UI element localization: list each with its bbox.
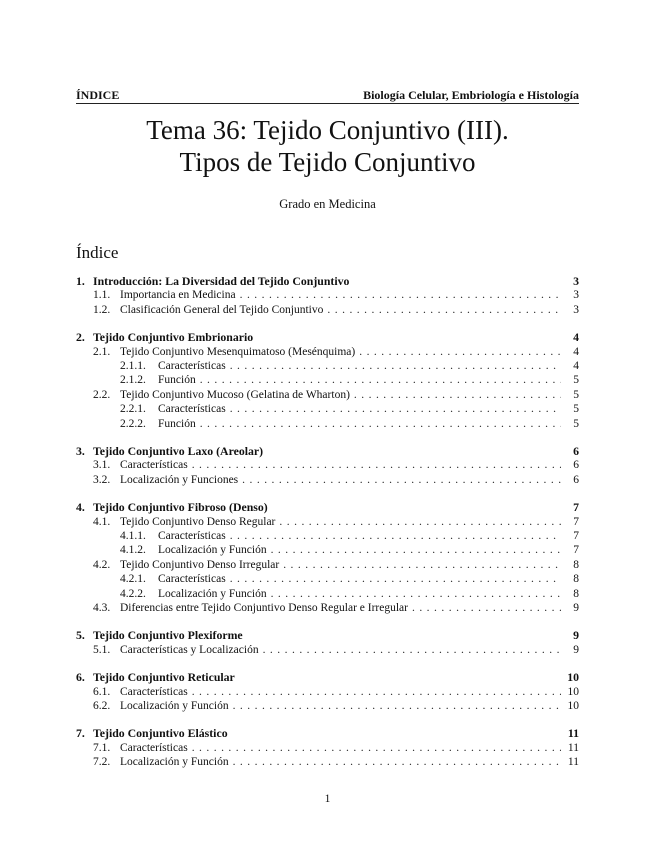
toc-entry-number: 4.1.2. xyxy=(120,544,146,557)
toc-entry-number: 2.2.1. xyxy=(120,403,146,416)
toc-entry-page: 3 xyxy=(573,303,579,316)
toc-entry-number: 6. xyxy=(76,670,85,685)
toc-entry-label: Introducción: La Diversidad del Tejido Conjuntivo xyxy=(93,274,350,288)
toc-entry-page: 10 xyxy=(567,685,579,698)
toc-entry-number: 2.1.1. xyxy=(120,360,146,372)
toc-entry[interactable] xyxy=(76,444,579,458)
toc-entry[interactable] xyxy=(76,288,579,302)
toc-entry-number: 4.3. xyxy=(93,602,111,614)
toc-entry-leader xyxy=(271,543,561,557)
toc-entry-leader xyxy=(230,402,561,416)
toc-entry-number: 2.1.2. xyxy=(120,374,146,387)
toc-entry-label: Tejido Conjuntivo Plexiforme xyxy=(93,628,243,643)
toc-entry-leader xyxy=(279,515,561,529)
toc-entry-number: 7.1. xyxy=(93,741,111,754)
toc-entry-label: Características xyxy=(158,530,226,542)
toc-entry[interactable] xyxy=(76,741,579,755)
toc-entry-page: 7 xyxy=(573,500,579,515)
running-header xyxy=(76,88,579,104)
toc-entry[interactable] xyxy=(76,473,579,487)
toc-entry-label: Características y Localización xyxy=(120,643,259,656)
toc-entry[interactable] xyxy=(76,685,579,699)
toc-entry-leader xyxy=(233,755,561,769)
toc-entry-label: Características xyxy=(158,403,226,416)
toc-entry[interactable] xyxy=(76,402,579,416)
toc-entry[interactable] xyxy=(76,500,579,514)
toc-entry-number: 1.2. xyxy=(93,303,111,316)
toc-entry-label: Función xyxy=(158,417,196,430)
toc-entry[interactable] xyxy=(76,274,579,288)
toc-entry-page: 7 xyxy=(573,515,579,528)
toc-entry-number: 3.2. xyxy=(93,473,111,486)
toc-entry-leader xyxy=(242,473,561,487)
document-title xyxy=(76,114,579,178)
toc-entry-number: 4.1.1. xyxy=(120,530,146,542)
toc-entry-page: 5 xyxy=(573,417,579,430)
toc-entry[interactable] xyxy=(76,359,579,373)
toc-entry-page: 4 xyxy=(573,360,579,372)
toc-entry-page: 11 xyxy=(567,756,579,769)
toc-entry-leader xyxy=(200,373,561,387)
toc-entry-label: Tejido Conjuntivo Denso Regular xyxy=(120,515,276,528)
toc-entry-label: Localización y Función xyxy=(120,756,229,769)
toc-entry-leader xyxy=(230,572,561,586)
toc-entry[interactable] xyxy=(76,726,579,740)
toc-entry-leader xyxy=(192,685,561,699)
toc-entry-label: Tejido Conjuntivo Reticular xyxy=(93,670,235,685)
toc-entry[interactable] xyxy=(76,543,579,557)
toc-entry[interactable] xyxy=(76,515,579,529)
toc-entry[interactable] xyxy=(76,755,579,769)
toc-entry-page: 8 xyxy=(573,587,579,600)
toc-entry-label: Localización y Funciones xyxy=(120,473,239,486)
toc-entry-number: 7. xyxy=(76,726,85,741)
toc-entry-page: 8 xyxy=(573,573,579,586)
toc-entry-number: 4.2. xyxy=(93,558,111,571)
toc-entry-page: 3 xyxy=(573,274,579,288)
toc-entry-label: Características xyxy=(120,741,188,754)
toc-entry-page: 4 xyxy=(573,345,579,358)
toc-entry-label: Tejido Conjuntivo Denso Irregular xyxy=(120,558,280,571)
toc-entry[interactable] xyxy=(76,330,579,344)
toc-entry-page: 5 xyxy=(573,388,579,401)
toc-entry-label: Función xyxy=(158,374,196,387)
document-subtitle: Grado en Medicina xyxy=(279,197,376,211)
toc-entry-leader xyxy=(240,288,561,302)
toc-entry-number: 1. xyxy=(76,274,85,288)
toc-entry-leader xyxy=(327,303,561,317)
toc-heading: Índice xyxy=(76,243,119,262)
toc-entry-page: 7 xyxy=(573,530,579,542)
toc-entry-leader xyxy=(230,529,561,543)
header-left: ÍNDICE xyxy=(76,88,120,102)
toc-entry-page: 5 xyxy=(573,374,579,387)
toc-entry-page: 6 xyxy=(573,444,579,458)
toc-entry-number: 4. xyxy=(76,500,85,515)
toc-entry-page: 3 xyxy=(573,289,579,302)
toc-entry-leader xyxy=(354,388,561,402)
toc-entry-leader xyxy=(200,417,561,431)
toc-entry-page: 10 xyxy=(567,670,579,685)
toc-entry-number: 4.2.2. xyxy=(120,587,146,600)
toc-entry[interactable] xyxy=(76,388,579,402)
toc-entry-leader xyxy=(192,741,561,755)
toc-entry-page: 6 xyxy=(573,473,579,486)
toc-entry[interactable] xyxy=(76,643,579,657)
toc-entry-label: Características xyxy=(120,685,188,698)
title-line-2: Tipos de Tejido Conjuntivo xyxy=(179,147,476,177)
toc-entry[interactable] xyxy=(76,417,579,431)
toc-entry-page: 10 xyxy=(567,700,579,712)
toc-entry[interactable] xyxy=(76,699,579,713)
toc-entry-label: Tejido Conjuntivo Embrionario xyxy=(93,330,254,345)
toc-entry-leader xyxy=(192,458,561,472)
toc-entry-label: Clasificación General del Tejido Conjuntivo xyxy=(120,303,324,316)
toc-entry-number: 2.2.2. xyxy=(120,417,146,430)
toc-entry-page: 5 xyxy=(573,403,579,416)
toc-entry-page: 9 xyxy=(573,602,579,614)
toc-entry-number: 2.1. xyxy=(93,345,111,358)
toc-entry-label: Localización y Función xyxy=(158,587,267,600)
toc-entry-leader xyxy=(263,643,561,657)
toc-entry[interactable] xyxy=(76,572,579,586)
toc-entry-page: 9 xyxy=(573,643,579,656)
toc-entry-label: Diferencias entre Tejido Conjuntivo Denso Regular e Irregular xyxy=(120,602,408,614)
toc-entry-leader xyxy=(359,345,561,359)
toc-entry[interactable] xyxy=(76,529,579,543)
toc-entry-label: Características xyxy=(158,360,226,372)
toc-entry-leader xyxy=(283,558,561,572)
toc-entry-page: 7 xyxy=(573,544,579,557)
toc-entry-page: 6 xyxy=(573,459,579,472)
toc-entry[interactable] xyxy=(76,587,579,601)
toc-entry-label: Tejido Conjuntivo Elástico xyxy=(93,726,228,741)
toc-entry-page: 8 xyxy=(573,558,579,571)
toc-entry-number: 7.2. xyxy=(93,756,111,769)
toc-entry-number: 4.1. xyxy=(93,515,111,528)
toc-entry[interactable] xyxy=(76,670,579,684)
toc-entry-number: 3. xyxy=(76,444,85,458)
document-page xyxy=(76,0,579,848)
toc-entry-page: 9 xyxy=(573,628,579,643)
toc-entry-number: 2. xyxy=(76,330,85,345)
toc-entry-number: 6.1. xyxy=(93,685,111,698)
toc-entry-leader xyxy=(271,587,561,601)
toc-entry-number: 5. xyxy=(76,628,85,643)
toc-entry-label: Tejido Conjuntivo Fibroso (Denso) xyxy=(93,500,268,515)
toc-entry[interactable] xyxy=(76,458,579,472)
toc-entry[interactable] xyxy=(76,303,579,317)
toc-entry-label: Características xyxy=(120,459,188,472)
toc-entry-label: Tejido Conjuntivo Laxo (Areolar) xyxy=(93,444,264,458)
toc-entry-leader xyxy=(233,699,561,713)
toc-entry-number: 1.1. xyxy=(93,289,111,302)
toc-entry-page: 11 xyxy=(567,726,579,741)
toc-entry[interactable] xyxy=(76,558,579,572)
toc-entry-page: 4 xyxy=(573,330,579,345)
toc-entry-page: 11 xyxy=(567,741,579,754)
toc-entry-number: 3.1. xyxy=(93,459,111,472)
toc-entry-number: 2.2. xyxy=(93,388,111,401)
title-line-1: Tema 36: Tejido Conjuntivo (III). xyxy=(146,115,509,145)
toc-entry[interactable] xyxy=(76,345,579,359)
toc-entry-label: Tejido Conjuntivo Mesenquimatoso (Mesénquima) xyxy=(120,345,356,358)
toc-entry[interactable] xyxy=(76,601,579,615)
header-right: Biología Celular, Embriología e Histología xyxy=(363,88,579,102)
toc-entry-leader xyxy=(412,601,561,615)
toc-entry[interactable] xyxy=(76,373,579,387)
toc-entry-label: Tejido Conjuntivo Mucoso (Gelatina de Wharton) xyxy=(120,388,350,401)
toc-entry-label: Localización y Función xyxy=(120,700,229,712)
toc-entry-label: Características xyxy=(158,573,226,586)
toc-entry-leader xyxy=(230,359,561,373)
toc-entry[interactable] xyxy=(76,628,579,642)
toc-entry-number: 6.2. xyxy=(93,700,111,712)
toc-entry-label: Localización y Función xyxy=(158,544,267,557)
page-number: 1 xyxy=(324,793,331,805)
toc-entry-number: 5.1. xyxy=(93,643,111,656)
toc-entry-number: 4.2.1. xyxy=(120,573,146,586)
toc-entry-label: Importancia en Medicina xyxy=(120,289,236,302)
